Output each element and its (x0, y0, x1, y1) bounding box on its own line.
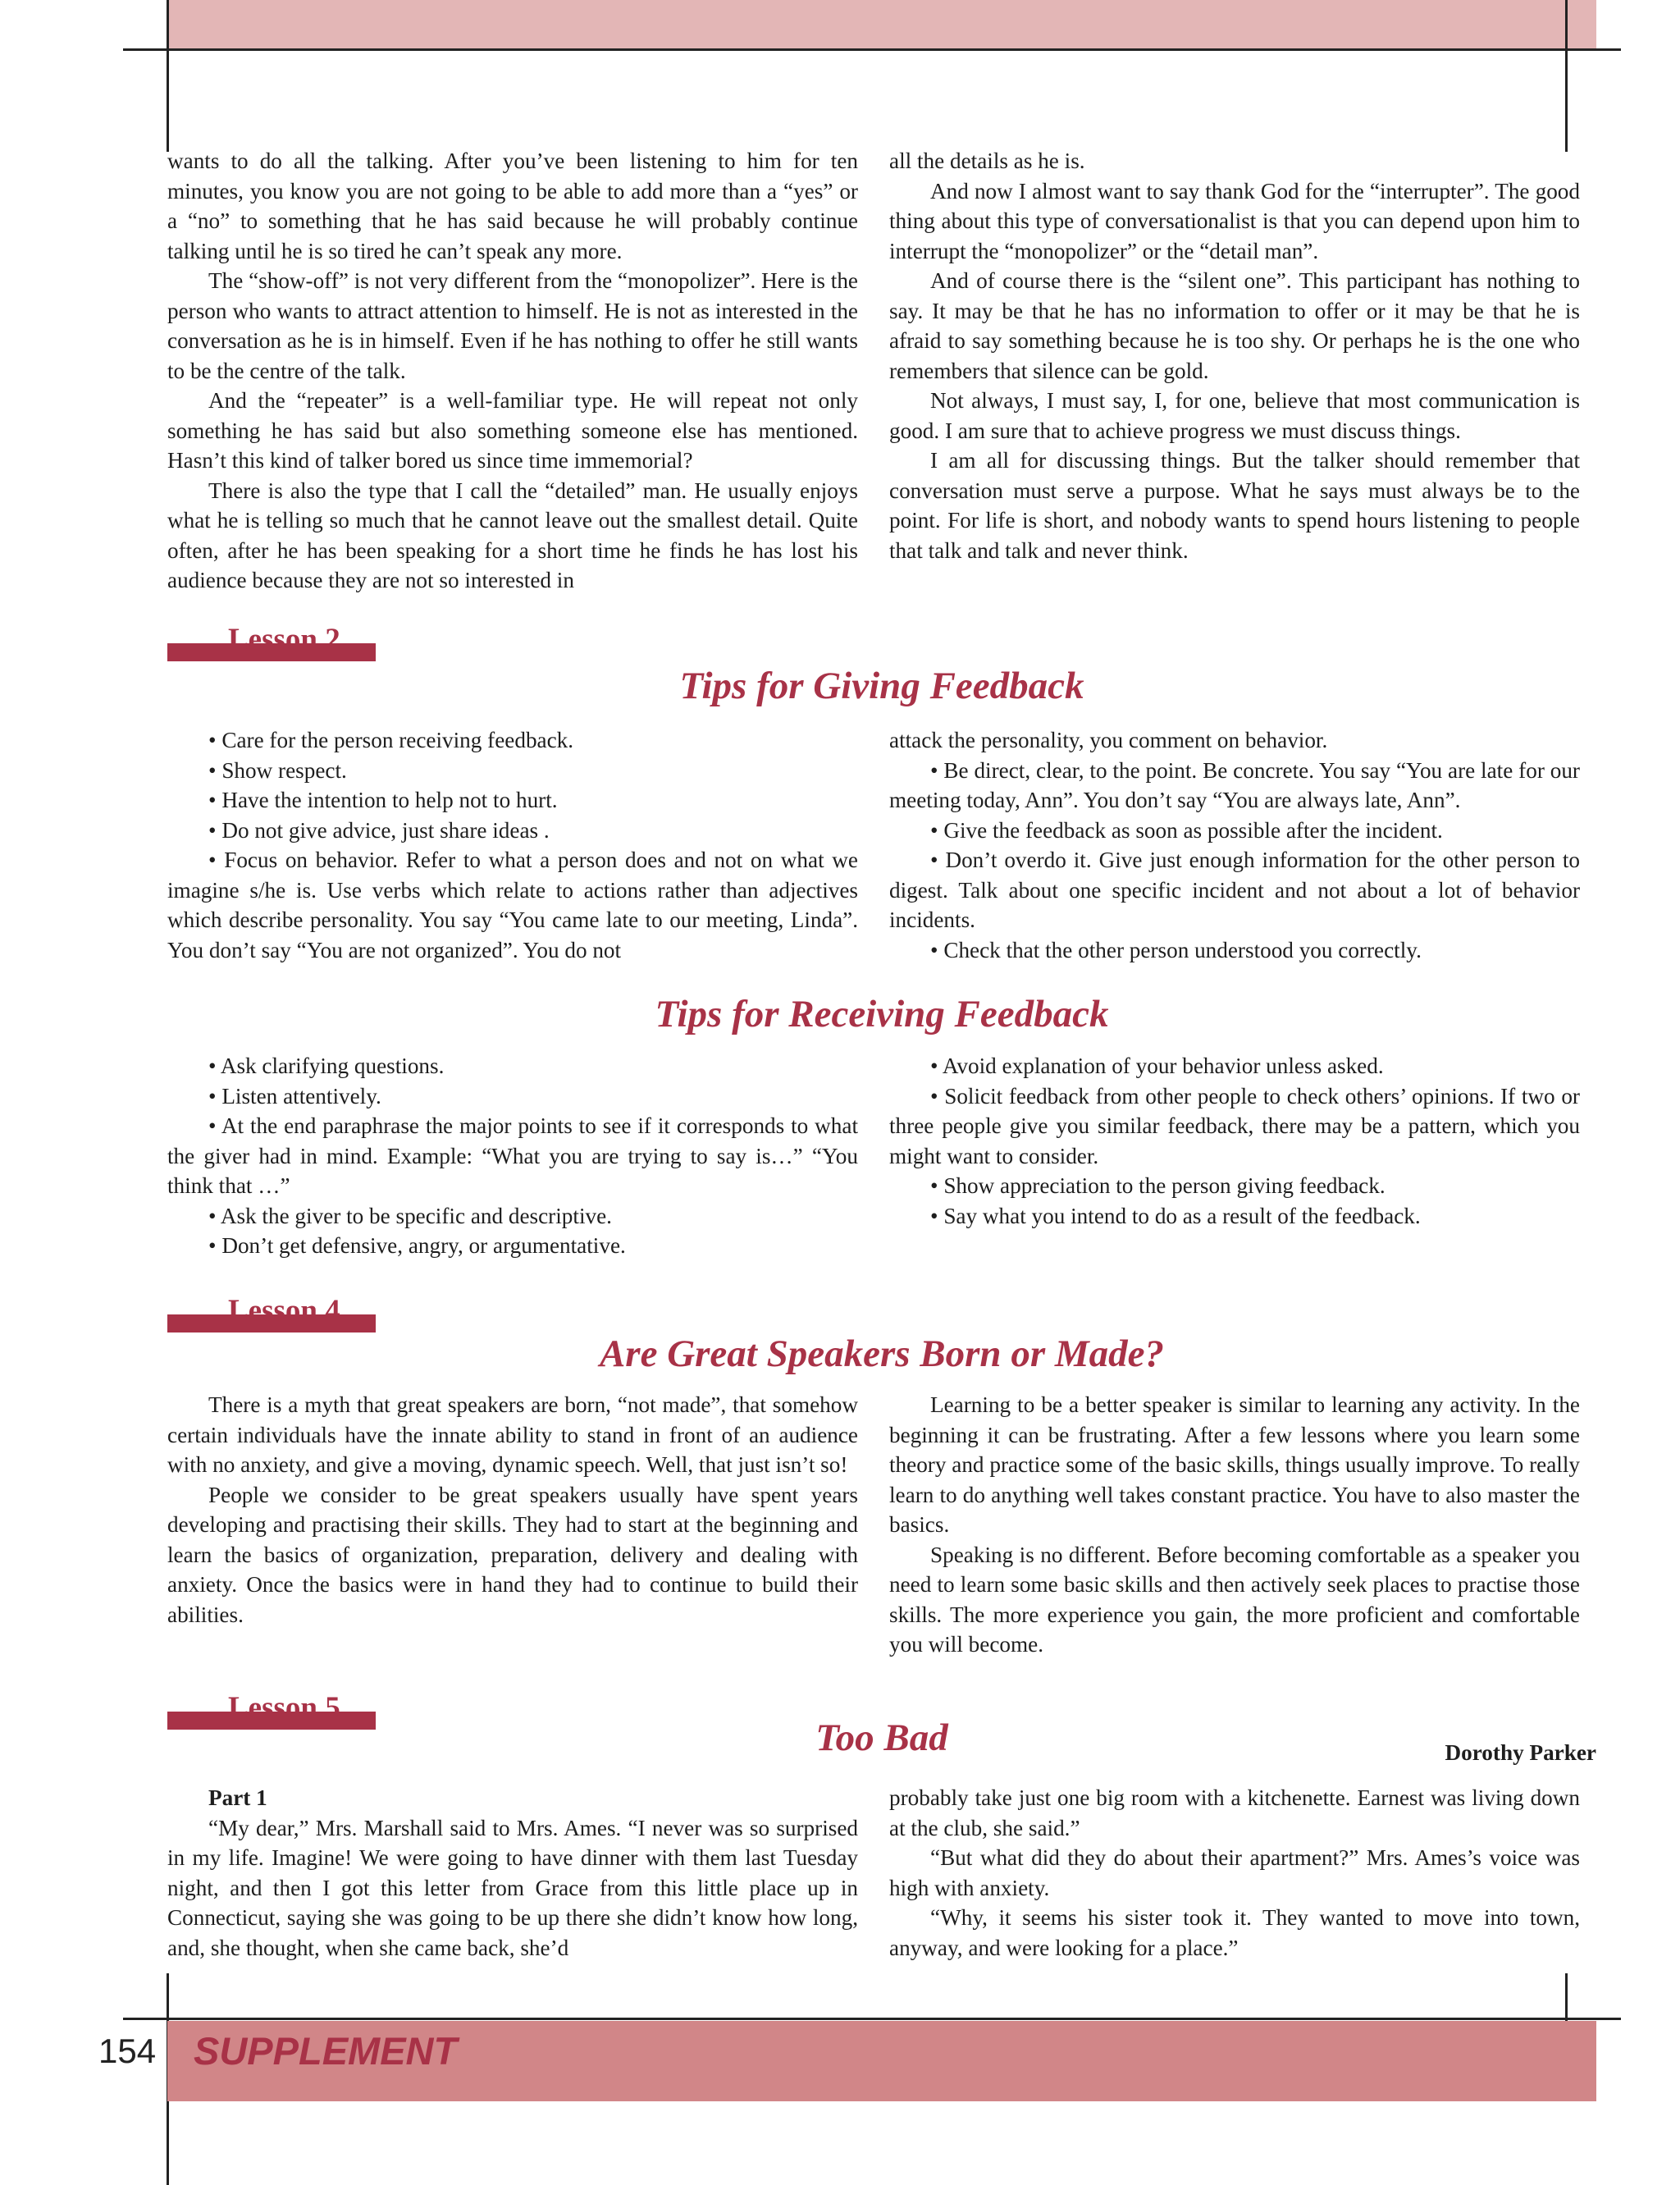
paragraph: “But what did they do about their apartment?” Mrs. Ames’s voice was high with anxiety. (889, 1845, 1580, 1900)
lesson-2-title: Lesson 2 (228, 623, 340, 656)
list-item: • Don’t get defensive, angry, or argumentative. (208, 1233, 626, 1258)
paragraph: I am all for discussing things. But the talker should remember that conversation must serve a purpose. What he says must always be to the point. For life is short, and nobody wants to spend hours listening to people that talk and talk and never think. (889, 448, 1580, 563)
top-rule (123, 48, 1621, 51)
list-item: • Avoid explanation of your behavior unless asked. (930, 1054, 1384, 1078)
list-item: • Care for the person receiving feedback. (208, 728, 574, 752)
lesson-2-label (167, 622, 376, 661)
part-label: Part 1 (208, 1785, 267, 1810)
paragraph: “My dear,” Mrs. Marshall said to Mrs. Ames. “I never was so surprised in my life. Imagine! We were going to have dinner with them last Tuesday night, and then I got this letter from Grace from this little place up in Connecticut, saying she was going to be up there she didn’t know how long, and, she thought, when she came back, she’d (167, 1815, 858, 1960)
page-number: 154 (98, 2032, 157, 2070)
list-item: • Say what you intend to do as a result of the feedback. (930, 1203, 1421, 1228)
intro-right-column (889, 146, 1580, 565)
paragraph: The “show-off” is not very different from the “monopolizer”. Here is the person who wants to attract attention to himself. He is not as interested in the conversation as he is in himself. Even if he has nothing to offer he still wants to be the centre of the talk. (167, 268, 858, 383)
heading-great-speakers: Are Great Speakers Born or Made? (599, 1332, 1165, 1375)
lesson-5-title: Lesson 5 (228, 1691, 340, 1725)
list-item: • Have the intention to help not to hurt. (208, 788, 558, 812)
list-item: • Ask the giver to be specific and descriptive. (208, 1203, 612, 1228)
top-right-tick (1565, 0, 1568, 152)
paragraph: wants to do all the talking. After you’ve been listening to him for ten minutes, you know you are not going to be able to add more than a “yes” or a “no” to something that he has said because he will probably continue talking until he is so tired he can’t speak any more. (167, 149, 858, 263)
giving-left-column (167, 725, 858, 965)
list-item: attack the personality, you comment on behavior. (889, 728, 1328, 752)
receiving-right-column (889, 1051, 1580, 1231)
paragraph: Speaking is no different. Before becoming comfortable as a speaker you need to learn some basic skills and then actively seek places to practise those skills. The more experience you gain, the more proficient and comfortable you will become. (889, 1542, 1580, 1657)
giving-right-column (889, 725, 1580, 965)
author-name: Dorothy Parker (1445, 1740, 1596, 1765)
list-item: • Do not give advice, just share ideas . (208, 817, 550, 843)
list-item: • Solicit feedback from other people to check others’ opinions. If two or three people give you similar feedback, there may be a pattern, which you might want to consider. (889, 1083, 1580, 1168)
lesson-4-label (167, 1293, 376, 1332)
heading-giving-feedback: Tips for Giving Feedback (679, 665, 1084, 707)
paragraph: Not always, I must say, I, for one, believe that most communication is good. I am sure that to achieve progress we must discuss things. (889, 388, 1580, 443)
header-band (167, 0, 1596, 49)
heading-receiving-feedback: Tips for Receiving Feedback (655, 993, 1109, 1035)
speakers-left-column (167, 1390, 858, 1630)
list-item: • Listen attentively. (208, 1083, 381, 1108)
list-item: • Ask clarifying questions. (208, 1054, 445, 1078)
receiving-left-column (167, 1051, 858, 1261)
paragraph: And the “repeater” is a well-familiar type. He will repeat not only something he has said but also something someone else has mentioned. Hasn’t this kind of talker bored us since time immemorial? (167, 388, 858, 473)
paragraph: And now I almost want to say thank God for the “interrupter”. The good thing about this type of conversationalist is that you can depend upon him to interrupt the “monopolizer” or the “detail man”. (889, 178, 1580, 263)
paragraph: People we consider to be great speakers usually have spent years developing and practising their skills. They had to start at the beginning and learn the basics of organization, preparation, delivery and dealing with anxiety. Once the basics were in hand they had to continue to build their abilities. (167, 1482, 858, 1627)
list-item: • Give the feedback as soon as possible after the incident. (930, 817, 1443, 843)
list-item: • Focus on behavior. Refer to what a person does and not on what we imagine s/he is. Use verbs which relate to actions rather than adjectives which describe personality. You say “You came late to our meeting, Linda”. You don’t say “You are not organized”. You do not (167, 848, 858, 962)
paragraph: There is also the type that I call the “detailed” man. He usually enjoys what he is telling so much that he cannot leave out the smallest detail. Quite often, after he has been speaking for a short time he finds he has lost his audience because they are not so interested in (167, 478, 858, 592)
paragraph: Learning to be a better speaker is similar to learning any activity. In the beginning it can be frustrating. After a few lessons where you learn some theory and practice some of the basic skills, things usually improve. To really learn to do anything well takes constant practice. You have to also master the basics. (889, 1392, 1580, 1537)
bottom-right-tick (1565, 1973, 1568, 2023)
speakers-right-column (889, 1390, 1580, 1660)
list-item: • Be direct, clear, to the point. Be concrete. You say “You are late for our meeting today, Ann”. You don’t say “You are always late, Ann”. (889, 757, 1580, 812)
intro-left-column (167, 146, 858, 596)
section-title: SUPPLEMENT (194, 2029, 458, 2073)
paragraph: probably take just one big room with a kitchenette. Earnest was living down at the club, she said.” (889, 1785, 1580, 1840)
story-right-column (889, 1783, 1580, 1963)
top-left-tick (167, 0, 169, 152)
bottom-rule (123, 2018, 1621, 2020)
list-item: • Don’t overdo it. Give just enough information for the other person to digest. Talk about one specific incident and not about a lot of behavior incidents. (889, 848, 1580, 932)
paragraph: “Why, it seems his sister took it. They wanted to move into town, anyway, and were looking for a place.” (889, 1905, 1580, 1960)
paragraph: There is a myth that great speakers are born, “not made”, that somehow certain individuals have the innate ability to stand in front of an audience with no anxiety, and give a moving, dynamic speech. Well, that just isn’t so! (167, 1392, 858, 1477)
heading-too-bad: Too Bad (815, 1716, 948, 1759)
list-item: • At the end paraphrase the major points to see if it corresponds to what the giver had in mind. Example: “What you are trying to say is…” “You think that …” (167, 1113, 858, 1198)
story-left-column (167, 1783, 858, 1963)
list-item: • Show appreciation to the person giving feedback. (930, 1173, 1386, 1198)
list-item: • Check that the other person understood you correctly. (930, 937, 1422, 962)
list-item: • Show respect. (208, 757, 347, 783)
lesson-4-title: Lesson 4 (228, 1294, 340, 1328)
paragraph: And of course there is the “silent one”. This participant has nothing to say. It may be that he has no information to offer or it may be that he is afraid to say something because he is too shy. Or perhaps he is the one who remembers that silence can be gold. (889, 268, 1580, 383)
paragraph: all the details as he is. (889, 149, 1085, 173)
